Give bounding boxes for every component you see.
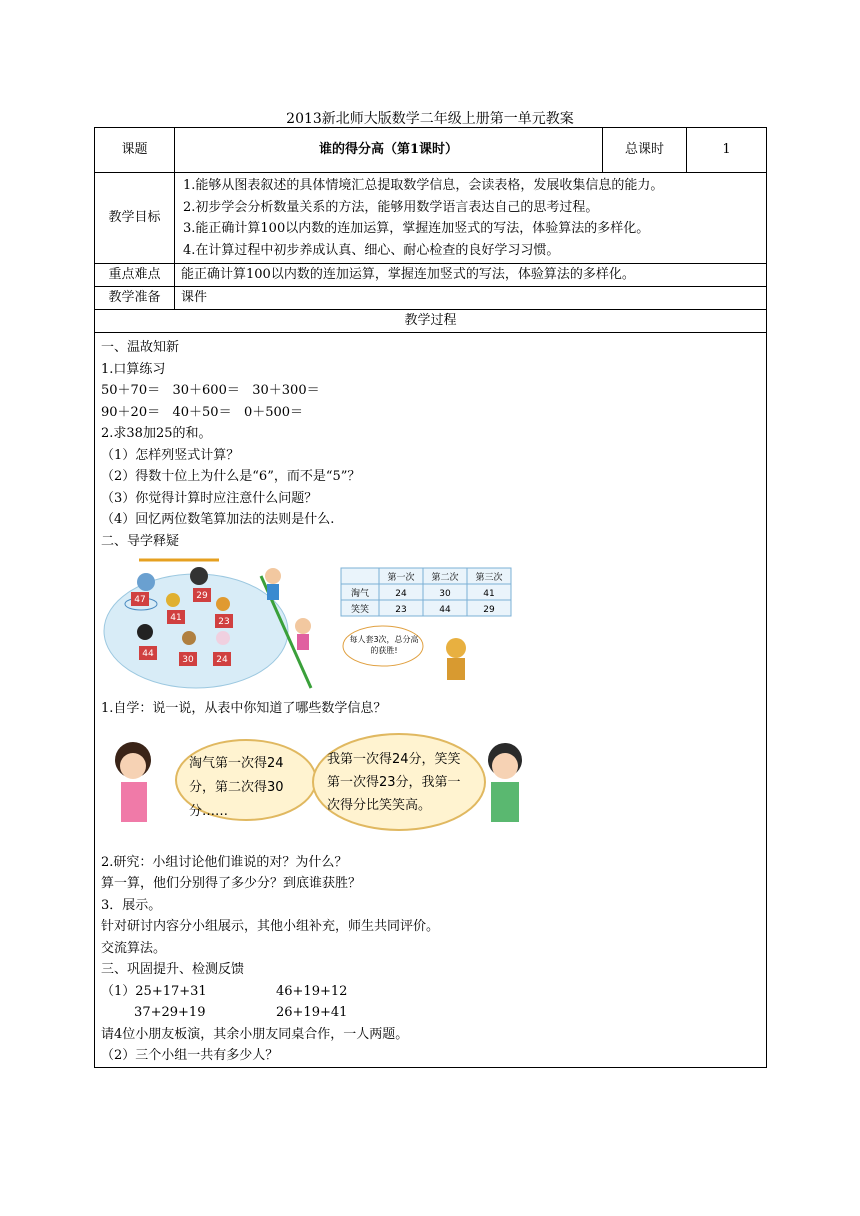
target-number: 29 bbox=[196, 591, 208, 601]
process-line: 90＋20＝ 40＋50＝ 0＋500＝ bbox=[101, 404, 304, 420]
section-heading: 二、导学释疑 bbox=[101, 533, 180, 549]
score-cell: 30 bbox=[439, 589, 451, 599]
process-heading: 教学过程 bbox=[95, 310, 767, 333]
score-header: 第一次 bbox=[387, 573, 415, 583]
exercise-item: 46+19+12 bbox=[276, 983, 348, 999]
key-points-value: 能正确计算100以内数的连加运算，掌握连加竖式的写法，体验算法的多样化。 bbox=[175, 264, 767, 287]
score-cell: 29 bbox=[483, 605, 495, 615]
target-number: 24 bbox=[216, 655, 228, 665]
goal-item: 4.在计算过程中初步养成认真、细心、耐心检查的良好学习习惯。 bbox=[183, 242, 560, 258]
goal-item: 1.能够从图表叙述的具体情境汇总提取数学信息，会读表格，发展收集信息的能力。 bbox=[183, 178, 664, 193]
goal-item: 2.初步学会分析数量关系的方法，能够用数学语言表达自己的思考过程。 bbox=[183, 199, 599, 215]
speech-bubble-text: 每人套3次，总分高的获胜! bbox=[349, 635, 419, 655]
score-header: 第二次 bbox=[431, 573, 459, 583]
process-line: 2.研究：小组讨论他们谁说的对？为什么？ bbox=[101, 854, 348, 870]
section-heading: 三、巩固提升、检测反馈 bbox=[101, 962, 245, 977]
topic-label: 课题 bbox=[95, 128, 175, 173]
score-cell: 24 bbox=[395, 589, 407, 599]
score-header: 第三次 bbox=[475, 573, 503, 583]
goals-content bbox=[175, 173, 767, 264]
key-points-row bbox=[95, 264, 767, 287]
left-bubble-text: 淘气第一次得24分，第二次得30分…… bbox=[189, 755, 284, 819]
process-line: 针对研讨内容分小组展示，其他小组补充，师生共同评价。 bbox=[101, 919, 440, 934]
exercise-item: 37+29+19 bbox=[101, 1005, 206, 1020]
process-line: 50＋70＝ 30＋600＝ 30＋300＝ bbox=[101, 383, 320, 398]
process-line: 交流算法。 bbox=[101, 940, 167, 956]
process-line: （3）你觉得计算时应注意什么问题？ bbox=[101, 490, 318, 506]
goals-label: 教学目标 bbox=[95, 173, 175, 264]
total-lessons-label: 总课时 bbox=[603, 128, 687, 173]
kids-dialogue-illustration bbox=[101, 726, 533, 846]
player-name: 笑笑 bbox=[350, 605, 370, 615]
process-line: （4）回忆两位数笔算加法的法则是什么. bbox=[101, 512, 335, 527]
topic-value: 谁的得分高（第1课时） bbox=[175, 128, 603, 173]
score-cell: 41 bbox=[483, 589, 495, 599]
right-bubble-text: 我第一次得24分，笑笑第一次得23分，我第一次得分比笑笑高。 bbox=[327, 751, 461, 813]
process-line: 一、温故知新 bbox=[101, 340, 180, 355]
process-line: 1.口算练习 bbox=[101, 361, 166, 377]
process-line: （1）怎样列竖式计算？ bbox=[101, 447, 240, 463]
score-cell: 23 bbox=[395, 605, 407, 615]
exercise-item: （1）25+17+31 bbox=[101, 983, 207, 999]
exercise-row bbox=[101, 1002, 760, 1024]
target-number: 23 bbox=[218, 617, 230, 627]
score-cell: 44 bbox=[439, 605, 451, 615]
process-heading-row bbox=[95, 310, 767, 333]
process-line: 3．展示。 bbox=[101, 897, 162, 913]
process-line: （2）三个小组一共有多少人？ bbox=[101, 1048, 279, 1063]
key-points-label: 重点难点 bbox=[95, 264, 175, 287]
process-line: 请4位小朋友板演，其余小朋友同桌合作，一人两题。 bbox=[101, 1026, 409, 1042]
process-row bbox=[95, 333, 767, 1068]
lesson-plan-table bbox=[94, 127, 767, 1068]
goal-item: 3.能正确计算100以内数的连加运算，掌握连加竖式的写法，体验算法的多样化。 bbox=[183, 221, 650, 236]
process-line: （2）得数十位上为什么是“6”，而不是“5”？ bbox=[101, 469, 361, 484]
process-content bbox=[95, 333, 767, 1068]
exercise-item: 26+19+41 bbox=[276, 1005, 348, 1020]
target-number: 44 bbox=[142, 649, 154, 659]
target-number: 30 bbox=[182, 655, 194, 665]
target-number: 47 bbox=[134, 595, 146, 605]
process-line: 2.求38加25的和。 bbox=[101, 426, 212, 441]
document-title: 2013新北师大版数学二年级上册第一单元教案 bbox=[286, 111, 574, 127]
total-lessons-value: 1 bbox=[687, 128, 767, 173]
ring-toss-scene bbox=[101, 556, 519, 692]
score-table bbox=[341, 568, 511, 616]
topic-row bbox=[95, 128, 767, 173]
process-line: 算一算，他们分别得了多少分？到底谁获胜？ bbox=[101, 876, 362, 891]
dialogue-scene bbox=[101, 726, 533, 846]
exercise-row bbox=[101, 981, 760, 1003]
target-number: 41 bbox=[170, 613, 182, 623]
ring-toss-illustration bbox=[101, 556, 519, 692]
process-line: 1.自学：说一说，从表中你知道了哪些数学信息？ bbox=[101, 701, 387, 716]
prep-value: 课件 bbox=[175, 287, 767, 310]
prep-label: 教学准备 bbox=[95, 287, 175, 310]
player-name: 淘气 bbox=[350, 589, 370, 599]
prep-row bbox=[95, 287, 767, 310]
goals-row bbox=[95, 173, 767, 264]
